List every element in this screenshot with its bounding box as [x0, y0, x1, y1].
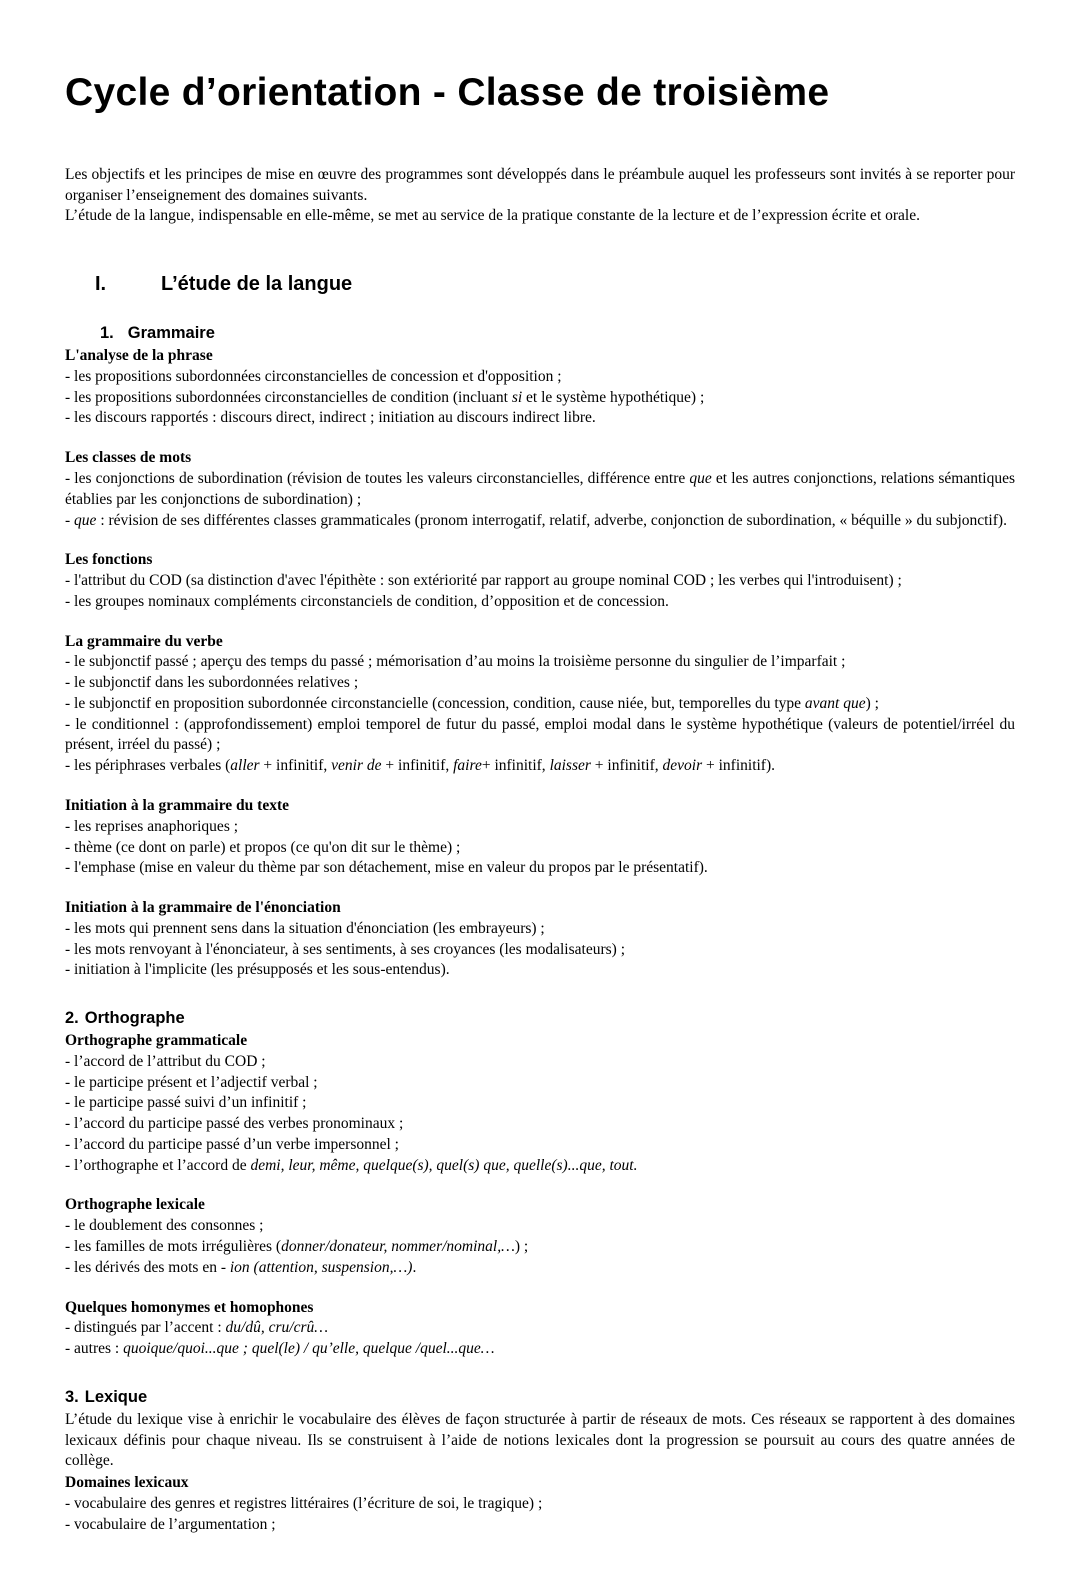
- topic-group-les-fonctions: [65, 550, 1015, 612]
- list-item: - le doublement des consonnes ;: [65, 1217, 264, 1235]
- list-item: - que : révision de ses différentes classes grammaticales (pronom interrogatif, relatif, adverbe, conjonction de subordination, « béquille » du subjonctif).: [65, 511, 1007, 529]
- subsection-number: 1.: [100, 324, 114, 343]
- topic-group-domaines-lexicaux: [65, 1473, 1015, 1535]
- list-item: - les dérivés des mots en - ion (attention, suspension,…).: [65, 1258, 417, 1276]
- list-item: - l’accord du participe passé d’un verbe impersonnel ;: [65, 1135, 399, 1153]
- subsection-title: Grammaire: [127, 324, 215, 343]
- list-item: - thème (ce dont on parle) et propos (ce qu'on dit sur le thème) ;: [65, 838, 461, 856]
- list-item: - les périphrases verbales (aller + infinitif, venir de + infinitif, faire+ infinitif, laisser + infinitif, devoir + infinitif).: [65, 757, 776, 775]
- list-item: - les conjonctions de subordination (révision de toutes les valeurs circonstancielles, différence entre que et les autres conjonctions, relations sémantiques établies par les conjonctions de subordination) ;: [65, 470, 1016, 508]
- list-item: - l'attribut du COD (sa distinction d'avec l'épithète : son extériorité par rapport au groupe nominal COD ; les verbes qui l'introduisent) ;: [65, 572, 902, 590]
- topic-group-heading: L'analyse de la phrase: [65, 347, 213, 365]
- list-item: - initiation à l'implicite (les présupposés et les sous-entendus).: [65, 961, 450, 979]
- topic-group-la-grammaire-du-verbe: [65, 632, 1015, 777]
- document-title: Cycle d’orientation - Classe de troisième: [65, 71, 830, 114]
- list-item: - vocabulaire de l’argumentation ;: [65, 1515, 276, 1533]
- subsection-orthographe: [65, 1009, 1015, 1360]
- topic-group-heading: Initiation à la grammaire du texte: [65, 796, 290, 814]
- list-item: - autres : quoique/quoi...que ; quel(le) / qu’elle, quelque /quel...que…: [65, 1340, 495, 1358]
- topic-group-orthographe-grammaticale: [65, 1031, 1015, 1176]
- section-title: L’étude de la langue: [161, 273, 353, 296]
- subsection-heading: [65, 1009, 1015, 1028]
- section-numeral: I.: [95, 273, 107, 296]
- subsection-grammaire: [65, 324, 1015, 981]
- list-item: - les propositions subordonnées circonstancielles de condition (incluant si et le système hypothétique) ;: [65, 388, 705, 406]
- subsection-intro: L’étude du lexique vise à enrichir le vocabulaire des élèves de façon structurée à partir de réseaux de mots. Ces réseaux se rapportent à des domaines lexicaux définis pour chaque niveau. Ils se construisent à l’aide de notions lexicales dont la progression se poursuit au cours des quatre années de collège.: [65, 1410, 1015, 1470]
- topic-group-l-analyse-de-la-phrase: [65, 346, 1015, 429]
- list-item: - le participe présent et l’adjectif verbal ;: [65, 1073, 318, 1091]
- list-item: - les familles de mots irrégulières (donner/donateur, nommer/nominal,…) ;: [65, 1237, 529, 1255]
- topic-group-heading: Orthographe grammaticale: [65, 1032, 248, 1050]
- list-item: - l’accord de l’attribut du COD ;: [65, 1052, 266, 1070]
- list-item: - l’orthographe et l’accord de demi, leur, même, quelque(s), quel(s) que, quelle(s)...que, tout.: [65, 1156, 638, 1174]
- topic-group-heading: La grammaire du verbe: [65, 632, 223, 650]
- list-item: - les groupes nominaux compléments circonstanciels de condition, d’opposition et de concession.: [65, 592, 669, 610]
- topic-group-orthographe-lexicale: [65, 1195, 1015, 1278]
- subsection-number: 2.: [65, 1009, 79, 1028]
- list-item: - les reprises anaphoriques ;: [65, 817, 239, 835]
- subsection-heading: [65, 1388, 1015, 1407]
- topic-group-heading: Domaines lexicaux: [65, 1474, 189, 1492]
- subsection-title: Lexique: [84, 1387, 148, 1406]
- intro-paragraph: L’étude de la langue, indispensable en elle-même, se met au service de la pratique constante de la lecture et de l’expression écrite et orale.: [65, 207, 920, 225]
- topic-group-les-classes-de-mots: [65, 448, 1015, 531]
- list-item: - l’accord du participe passé des verbes pronominaux ;: [65, 1115, 404, 1133]
- topic-group-initiation-a-la-grammaire-de-l-enonciation: [65, 898, 1015, 981]
- section-etude-de-la-langue: [65, 273, 1015, 1535]
- topic-group-heading: Quelques homonymes et homophones: [65, 1298, 314, 1316]
- topic-group-heading: Initiation à la grammaire de l'énonciation: [65, 899, 341, 917]
- subsections: [65, 324, 1015, 1535]
- topic-group-initiation-a-la-grammaire-du-texte: [65, 796, 1015, 879]
- subsection-lexique: [65, 1388, 1015, 1536]
- topic-group-quelques-homonymes-et-homophones: [65, 1298, 1015, 1360]
- subsection-title: Orthographe: [84, 1009, 185, 1028]
- list-item: - les mots renvoyant à l'énonciateur, à ses sentiments, à ses croyances (les modalisateurs) ;: [65, 940, 625, 958]
- list-item: - le conditionnel : (approfondissement) emploi temporel de futur du passé, emploi modal dans le système hypothétique (valeurs de potentiel/irréel du présent, irréel du passé) ;: [65, 715, 1015, 754]
- list-item: - le participe passé suivi d’un infinitif ;: [65, 1094, 307, 1112]
- list-item: - le subjonctif passé ; aperçu des temps du passé ; mémorisation d’au moins la troisième personne du singulier de l’imparfait ;: [65, 653, 846, 671]
- list-item: - le subjonctif dans les subordonnées relatives ;: [65, 674, 359, 692]
- list-item: - les mots qui prennent sens dans la situation d'énonciation (les embrayeurs) ;: [65, 919, 545, 937]
- topic-group-heading: Orthographe lexicale: [65, 1196, 205, 1214]
- list-item: - vocabulaire des genres et registres littéraires (l’écriture de soi, le tragique) ;: [65, 1494, 543, 1512]
- intro-paragraph: Les objectifs et les principes de mise en œuvre des programmes sont développés dans le préambule auquel les professeurs sont invités à se reporter pour organiser l’enseignement des domaines suivants.: [65, 165, 1015, 204]
- list-item: - l'emphase (mise en valeur du thème par son détachement, mise en valeur du propos par le présentatif).: [65, 859, 708, 877]
- topic-group-heading: Les fonctions: [65, 551, 153, 569]
- subsection-heading: [100, 324, 1015, 343]
- list-item: - les discours rapportés : discours direct, indirect ; initiation au discours indirect libre.: [65, 409, 596, 427]
- list-item: - le subjonctif en proposition subordonnée circonstancielle (concession, condition, cause niée, but, temporelles du type avant que) ;: [65, 694, 879, 712]
- section-heading: [95, 273, 1015, 296]
- list-item: - les propositions subordonnées circonstancielles de concession et d'opposition ;: [65, 367, 562, 385]
- list-item: - distingués par l’accent : du/dû, cru/crû…: [65, 1319, 329, 1337]
- subsection-number: 3.: [65, 1387, 79, 1406]
- topic-group-heading: Les classes de mots: [65, 449, 192, 467]
- intro-paragraphs: [65, 165, 1015, 227]
